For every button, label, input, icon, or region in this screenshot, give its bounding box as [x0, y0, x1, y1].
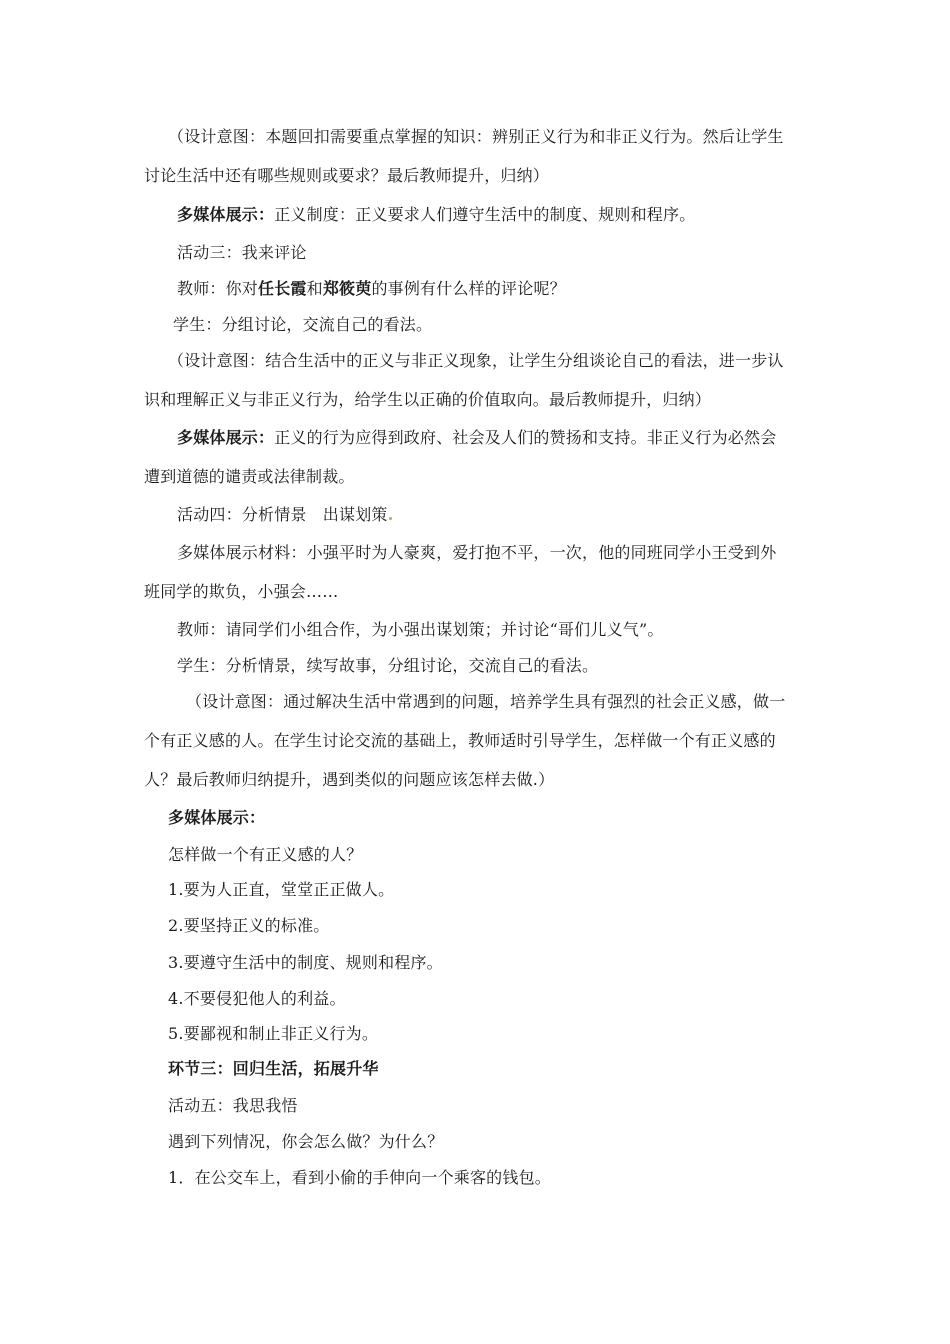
list-item: 1.要为人正直，堂堂正正做人。	[168, 880, 395, 899]
student-response-1: 学生：分组讨论，交流自己的看法。	[173, 315, 433, 334]
multimedia-display-3-label: 多媒体展示：	[168, 808, 266, 827]
name-ren-changxia: 任长霞	[258, 279, 307, 298]
activity-three-heading: 活动三：我来评论	[177, 243, 307, 262]
activity-four-text: 活动四：分析情景 出谋划策	[177, 505, 388, 524]
multimedia-text: 正义制度：正义要求人们遵守生活中的制度、规则和程序。	[274, 205, 696, 224]
annotation-mark	[389, 517, 392, 520]
teacher-suffix: 的事例有什么样的评论呢？	[371, 279, 566, 298]
design-intent-1-line-2: 讨论生活中还有哪些规则或要求？最后教师提升，归纳）	[144, 166, 550, 185]
situation-prompt: 遇到下列情况，你会怎么做？为什么？	[168, 1132, 444, 1151]
multimedia-display-2	[177, 428, 776, 448]
activity-four-heading	[177, 505, 392, 525]
multimedia-text: 正义的行为应得到政府、社会及人们的赞扬和支持。非正义行为必然会	[274, 428, 777, 447]
design-intent-2-line-2: 识和理解正义与非正义行为，给学生以正确的价值取向。最后教师提升，归纳）	[144, 390, 712, 409]
multimedia-label: 多媒体展示：	[177, 428, 275, 447]
activity-five-heading: 活动五：我思我悟	[168, 1096, 298, 1115]
multimedia-material-line-1: 多媒体展示材料：小强平时为人豪爽，爱打抱不平，一次，他的同班同学小王受到外	[177, 543, 777, 562]
conjunction: 和	[306, 279, 323, 298]
design-intent-1-line-1: （设计意图：本题回扣需要重点掌握的知识：辨别正义行为和非正义行为。然后让学生	[168, 127, 784, 146]
case-item-1: 1．在公交车上，看到小偷的手伸向一个乘客的钱包。	[168, 1168, 551, 1187]
list-item: 2.要坚持正义的标准。	[168, 916, 330, 935]
multimedia-display-2-line-2: 遭到道德的谴责或法律制裁。	[144, 467, 355, 486]
teacher-question-1	[177, 279, 566, 299]
list-item: 3.要遵守生活中的制度、规则和程序。	[168, 953, 443, 972]
multimedia-display-3-question: 怎样做一个有正义感的人？	[168, 845, 363, 864]
design-intent-3-line-1: （设计意图：通过解决生活中常遇到的问题，培养学生具有强烈的社会正义感，做一	[186, 692, 786, 711]
list-item: 5.要鄙视和制止非正义行为。	[168, 1024, 379, 1043]
teacher-instruction-2: 教师：请同学们小组合作，为小强出谋划策；并讨论“哥们儿义气”。	[177, 620, 664, 639]
name-zheng-xiaoyu: 郑筱萸	[322, 279, 372, 298]
design-intent-2-line-1: （设计意图：结合生活中的正义与非正义现象，让学生分组谈论自己的看法，进一步认	[168, 351, 784, 370]
multimedia-material-line-2: 班同学的欺负，小强会……	[144, 582, 339, 601]
multimedia-display-1	[177, 205, 695, 225]
section-three-heading: 环节三：回归生活，拓展升华	[168, 1059, 379, 1078]
design-intent-3-line-3: 人？最后教师归纳提升，遇到类似的问题应该怎样去做.）	[144, 770, 555, 789]
list-item: 4.不要侵犯他人的利益。	[168, 989, 346, 1008]
teacher-prefix: 教师：你对	[177, 279, 259, 298]
student-response-2: 学生：分析情景，续写故事，分组讨论，交流自己的看法。	[177, 656, 599, 675]
multimedia-label: 多媒体展示：	[177, 205, 275, 224]
design-intent-3-line-2: 个有正义感的人。在学生讨论交流的基础上，教师适时引导学生，怎样做一个有正义感的	[144, 731, 776, 750]
